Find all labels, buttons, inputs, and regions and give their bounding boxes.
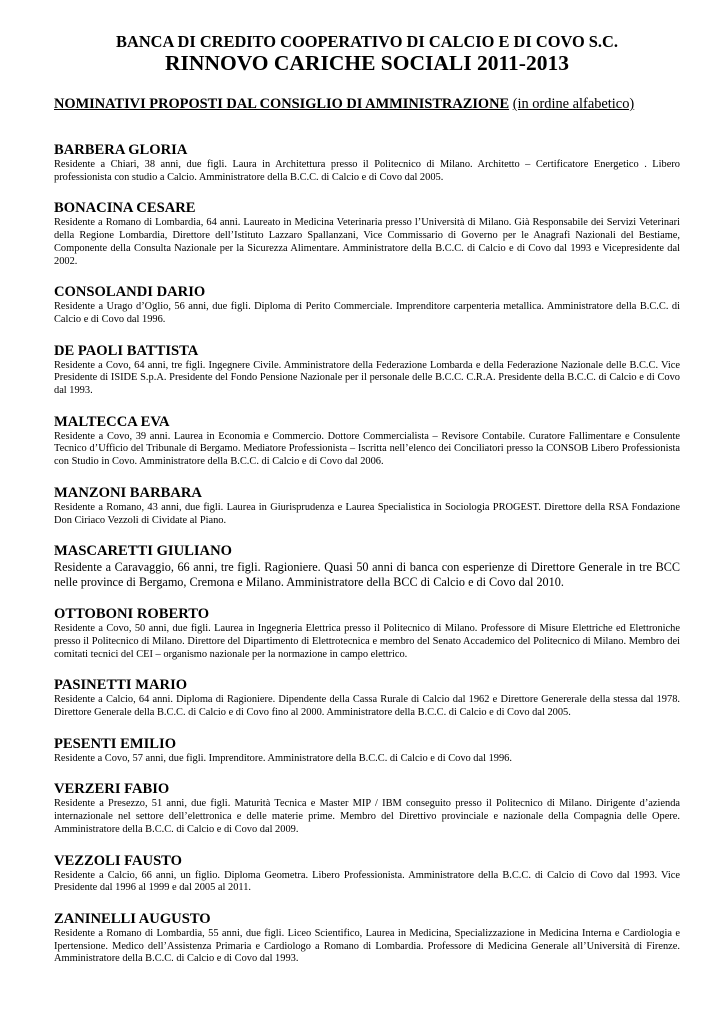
page-title: RINNOVO CARICHE SOCIALI 2011-2013 bbox=[165, 51, 569, 75]
candidate-entry bbox=[54, 283, 680, 326]
candidate-entry bbox=[54, 910, 680, 966]
candidate-name: ZANINELLI AUGUSTO bbox=[54, 910, 211, 927]
candidate-entry bbox=[54, 676, 680, 719]
candidate-name: MALTECCA EVA bbox=[54, 413, 170, 430]
candidate-entry bbox=[54, 605, 680, 661]
bank-name: BANCA DI CREDITO COOPERATIVO DI CALCIO E DI COVO S.C. bbox=[116, 32, 618, 51]
subtitle-lead: NOMINATIVI PROPOSTI DAL CONSIGLIO DI AMMINISTRAZIONE bbox=[54, 96, 510, 112]
candidate-entry bbox=[54, 141, 680, 184]
candidate-bio: Residente a Caravaggio, 66 anni, tre figli. Ragioniere. Quasi 50 anni di banca con esperienze di Direttore Generale in tre BCC nelle province di Bergamo, Cremona e Milano. Amministratore della BCC di Calcio e di Covo dal 2010. bbox=[54, 560, 680, 590]
candidate-name: VEZZOLI FAUSTO bbox=[54, 852, 183, 869]
candidate-bio: Residente a Covo, 39 anni. Laurea in Economia e Commercio. Dottore Commercialista – Revisore Contabile. Curatore Fallimentare e Consulente Tecnico d’Ufficio del Tribunale di Bergamo. Mediatore Professionista – Iscritta nell’elenco dei Conciliatori presso la CONSOB Libero Professionista con Studio in Covo. Amministratore della B.C.C. di Calcio e di Covo dal 2006. bbox=[54, 430, 680, 468]
candidate-bio: Residente a Presezzo, 51 anni, due figli. Maturità Tecnica e Master MIP / IBM conseguito presso il Politecnico di Milano. Dirigente d’azienda internazionale nel settore dell’elettronica e delle materie prime. Membro del Direttivo provinciale e nazionale della Compagnia delle Opere. Amministratore della B.C.C. di Calcio e di Covo dal 2009. bbox=[54, 798, 680, 835]
candidate-name: OTTOBONI ROBERTO bbox=[54, 606, 210, 623]
candidate-name: VERZERI FABIO bbox=[54, 781, 170, 798]
section-subtitle bbox=[54, 95, 680, 113]
candidate-bio: Residente a Romano di Lombardia, 64 anni. Laureato in Medicina Veterinaria presso l’Università di Milano. Già Responsabile dei Servizi Veterinari della Regione Lombardia, Direttore dell’Istituto Lazzaro Spallanzani, Vice Commissario di Governo per le Anagrafi Nazionali del Bestiame, Componente della Consulta Nazionale per la Sicurezza Alimentare. Amministratore della B.C.C. di Calcio e di Covo dal 1993 e Vicepresidente dal 2002. bbox=[54, 217, 680, 267]
candidate-bio: Residente a Urago d’Oglio, 56 anni, due figli. Diploma di Perito Commerciale. Imprenditore carpenteria metallica. Amministratore della B.C.C. di Calcio e di Covo dal 1996. bbox=[54, 301, 680, 325]
candidate-name: MANZONI BARBARA bbox=[54, 484, 202, 501]
candidate-bio: Residente a Covo, 50 anni, due figli. Laurea in Ingegneria Elettrica presso il Politecnico di Milano. Professore di Misure Elettriche ed Elettroniche presso il Politecnico di Milano. Direttore del Dipartimento di Elettrotecnica e membro del Senato Accademico del Politecnico di Milano. Membro dei comitati tecnici del CEI – organismo nazionale per la normazione in campo elettrico. bbox=[54, 623, 680, 660]
candidate-bio: Residente a Covo, 57 anni, due figli. Imprenditore. Amministratore della B.C.C. di Calcio e di Covo dal 1996. bbox=[54, 752, 512, 764]
candidate-name: MASCARETTI GIULIANO bbox=[54, 543, 232, 560]
candidate-entry bbox=[54, 413, 680, 469]
candidate-entry bbox=[54, 735, 680, 766]
candidate-entry bbox=[54, 542, 680, 590]
candidate-name: DE PAOLI BATTISTA bbox=[54, 342, 199, 359]
candidate-bio: Residente a Romano, 43 anni, due figli. Laurea in Giurisprudenza e Laurea Specialistica in Sociologia PROGEST. Direttore della RSA Fondazione Don Ciriaco Vezzoli di Cividate al Piano. bbox=[54, 501, 680, 526]
candidate-bio: Residente a Chiari, 38 anni, due figli. Laura in Architettura presso il Politecnico di Milano. Architetto – Certificatore Energetico . Libero professionista con studio a Calcio. Amministratore della B.C.C. di Calcio e di Covo dal 2005. bbox=[54, 159, 680, 183]
candidate-entry bbox=[54, 852, 680, 895]
candidate-name: PESENTI EMILIO bbox=[54, 735, 177, 752]
candidate-name: BONACINA CESARE bbox=[54, 200, 196, 217]
subtitle-note: (in ordine alfabetico) bbox=[512, 96, 635, 112]
candidate-entry bbox=[54, 199, 680, 268]
candidate-name: PASINETTI MARIO bbox=[54, 677, 188, 694]
candidate-bio: Residente a Covo, 64 anni, tre figli. Ingegnere Civile. Amministratore della Federazione Lombarda e della Federazione Nazionale delle B.C.C. Vice Presidente di ISIDE S.p.A. Presidente del Fondo Pensione Nazionale per il personale delle B.C.C. C.R.A. Presidente della B.C.C. di Calcio e di Covo dal 1993. bbox=[54, 359, 680, 397]
candidate-name: BARBERA GLORIA bbox=[54, 142, 188, 158]
candidate-name: CONSOLANDI DARIO bbox=[54, 284, 206, 301]
document-page bbox=[54, 32, 680, 966]
candidate-entry bbox=[54, 780, 680, 836]
candidate-bio: Residente a Calcio, 66 anni, un figlio. Diploma Geometra. Libero Professionista. Amministratore della B.C.C. di Calcio di Covo dal 1993. Vice Presidente dal 1996 al 1999 e dal 2005 al 2011. bbox=[54, 869, 680, 894]
candidate-list bbox=[54, 141, 680, 966]
candidate-entry bbox=[54, 342, 680, 398]
candidate-bio: Residente a Romano di Lombardia, 55 anni, due figli. Liceo Scientifico, Laurea in Medicina, Specializzazione in Medicina Interna e Cardiologia e Ipertensione. Medico dell’Assistenza Primaria e Cardiologo a Romano di Lombardia. Professore di Medicina Generale all’Università di Firenze. Amministratore della B.C.C. di Calcio e di Covo dal 1993. bbox=[54, 927, 680, 965]
candidate-bio: Residente a Calcio, 64 anni. Diploma di Ragioniere. Dipendente della Cassa Rurale di Calcio dal 1962 e Direttore Genererale della stessa dal 1978. Direttore Generale della B.C.C. di Calcio e di Covo fino al 2000. Amministratore della B.C.C. di Calcio e di Covo dal 2005. bbox=[54, 694, 680, 719]
candidate-entry bbox=[54, 484, 680, 527]
